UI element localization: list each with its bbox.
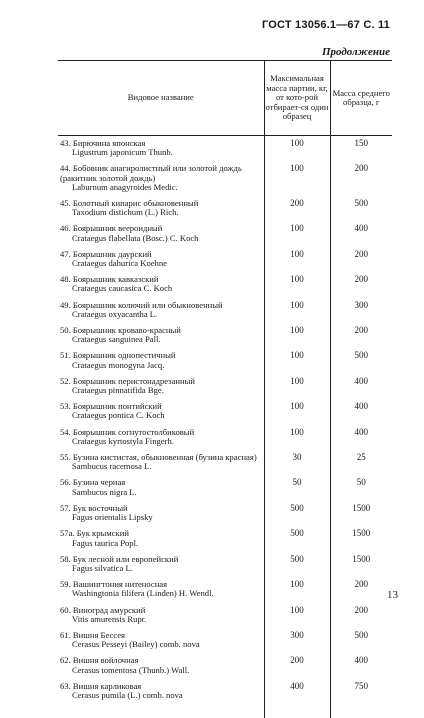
table-row	[58, 552, 392, 577]
species-cell	[58, 399, 264, 424]
avg-mass-value: 400	[330, 425, 392, 450]
species-name: 55. Бузина кистистая, обыкновенная (бузина красная)	[60, 453, 264, 462]
max-mass-value: 100	[264, 272, 330, 297]
max-mass-value: 100	[264, 136, 330, 162]
avg-mass-value: 200	[330, 247, 392, 272]
species-cell	[58, 272, 264, 297]
table-header-row	[58, 61, 392, 136]
species-cell	[58, 653, 264, 678]
avg-mass-value: 400	[330, 399, 392, 424]
max-mass-value: 100	[264, 298, 330, 323]
species-cell	[58, 298, 264, 323]
species-name: 61. Вишня Бессея	[60, 631, 264, 640]
max-mass-value: 100	[264, 221, 330, 246]
species-latin-name: Fagus taurica Popl.	[60, 539, 264, 548]
species-latin-name: Sambucus nigra L.	[60, 488, 264, 497]
species-name: 57. Бук восточный	[60, 504, 264, 513]
species-latin-name: Crataegus pontica C. Koch	[60, 411, 264, 420]
species-cell	[58, 526, 264, 551]
table-row	[58, 298, 392, 323]
avg-mass-value: 500	[330, 348, 392, 373]
max-mass-value: 50	[264, 475, 330, 500]
avg-mass-value: 200	[330, 603, 392, 628]
avg-mass-value: 200	[330, 272, 392, 297]
species-latin-name: Crataegus pinnatifida Bge.	[60, 386, 264, 395]
species-name: 59. Вашингтония нитеносная	[60, 580, 264, 589]
table-row	[58, 653, 392, 678]
species-latin-name: Washingtonia filifera (Linden) H. Wendl.	[60, 589, 264, 598]
species-name: 57а. Бук крымский	[60, 529, 264, 538]
avg-mass-value: 200	[330, 577, 392, 602]
species-latin-name: Fagus orientalis Lipsky	[60, 513, 264, 522]
avg-mass-value: 400	[330, 653, 392, 678]
column-header-max-mass: Максимальная масса партии, кг, от кото-рой отбирает-ся один образец	[264, 61, 330, 136]
empty-cell	[330, 704, 392, 718]
avg-mass-value: 750	[330, 679, 392, 704]
species-cell	[58, 475, 264, 500]
max-mass-value: 100	[264, 425, 330, 450]
empty-cell	[264, 704, 330, 718]
table-row	[58, 450, 392, 475]
max-mass-value: 100	[264, 161, 330, 196]
max-mass-value: 100	[264, 247, 330, 272]
table-row	[58, 161, 392, 196]
species-name: 48. Боярышник кавказский	[60, 275, 264, 284]
species-cell	[58, 425, 264, 450]
species-latin-name: Cerasus Pesseyi (Bailey) comb. nova	[60, 640, 264, 649]
species-cell	[58, 603, 264, 628]
species-name: 49. Боярышник колючий или обыкновенный	[60, 301, 264, 310]
species-name: 52. Боярышник перистонадрезанный	[60, 377, 264, 386]
species-cell	[58, 679, 264, 704]
max-mass-value: 300	[264, 628, 330, 653]
species-cell	[58, 348, 264, 373]
avg-mass-value: 300	[330, 298, 392, 323]
species-name: 51. Боярышник однопестичный	[60, 351, 264, 360]
table-row	[58, 196, 392, 221]
avg-mass-value: 400	[330, 374, 392, 399]
avg-mass-value: 500	[330, 196, 392, 221]
species-name: 46. Боярышник веероидный	[60, 224, 264, 233]
table-row	[58, 577, 392, 602]
column-header-name: Видовое название	[58, 61, 264, 136]
max-mass-value: 100	[264, 577, 330, 602]
species-name: 56. Бузина черная	[60, 478, 264, 487]
table-row	[58, 425, 392, 450]
species-latin-name: Crataegus flabellata (Bosc.) C. Koch	[60, 234, 264, 243]
species-name: 43. Бирючина японская	[60, 139, 264, 148]
max-mass-value: 400	[264, 679, 330, 704]
species-latin-name: Crataegus kyrtostyla Fingerh.	[60, 437, 264, 446]
table-row	[58, 399, 392, 424]
avg-mass-value: 25	[330, 450, 392, 475]
species-latin-name: Vitis amurensis Rupr.	[60, 615, 264, 624]
species-cell	[58, 196, 264, 221]
species-name: 54. Боярышник согнутостолбиковый	[60, 428, 264, 437]
table-row	[58, 348, 392, 373]
species-latin-name: Cerasus pumila (L.) comb. nova	[60, 691, 264, 700]
species-name: 58. Бук лесной или европейский	[60, 555, 264, 564]
species-name: 45. Болотный кипарис обыкновенный	[60, 199, 264, 208]
species-cell	[58, 323, 264, 348]
species-latin-name: Crataegus monogyna Jacq.	[60, 361, 264, 370]
document-header: ГОСТ 13056.1—67 С. 11	[262, 19, 390, 31]
avg-mass-value: 150	[330, 136, 392, 162]
avg-mass-value: 400	[330, 221, 392, 246]
species-latin-name: Crataegus caucasica C. Koch	[60, 284, 264, 293]
table-row	[58, 247, 392, 272]
species-cell	[58, 221, 264, 246]
avg-mass-value: 1500	[330, 552, 392, 577]
page-number: 13	[387, 589, 398, 601]
species-cell	[58, 501, 264, 526]
max-mass-value: 30	[264, 450, 330, 475]
species-cell	[58, 628, 264, 653]
table-row	[58, 323, 392, 348]
table-row	[58, 272, 392, 297]
continuation-label: Продолжение	[322, 46, 390, 58]
species-cell	[58, 450, 264, 475]
species-cell	[58, 552, 264, 577]
species-cell	[58, 374, 264, 399]
species-latin-name: Ligustrum japonicum Thunb.	[60, 148, 264, 157]
avg-mass-value: 1500	[330, 501, 392, 526]
species-latin-name: Crataegus oxyacantha L.	[60, 310, 264, 319]
table-row	[58, 475, 392, 500]
species-latin-name: Crataegus dahurica Koehne	[60, 259, 264, 268]
max-mass-value: 500	[264, 501, 330, 526]
table-row	[58, 526, 392, 551]
avg-mass-value: 50	[330, 475, 392, 500]
species-cell	[58, 247, 264, 272]
avg-mass-value: 500	[330, 628, 392, 653]
species-name: 44. Бобовник анагиролистный или золотой дождь (ракитник золотой дождь)	[60, 164, 264, 182]
max-mass-value: 100	[264, 348, 330, 373]
table-row	[58, 374, 392, 399]
species-latin-name: Sambucus racemosa L.	[60, 462, 264, 471]
max-mass-value: 100	[264, 374, 330, 399]
table-row	[58, 679, 392, 704]
max-mass-value: 100	[264, 399, 330, 424]
species-latin-name: Cerasus tomentosa (Thunb.) Wall.	[60, 666, 264, 675]
species-name: 50. Боярышник кроваво-красный	[60, 326, 264, 335]
species-latin-name: Laburnum anagyroides Medic.	[60, 183, 264, 192]
max-mass-value: 100	[264, 603, 330, 628]
avg-mass-value: 200	[330, 161, 392, 196]
max-mass-value: 100	[264, 323, 330, 348]
table-row	[58, 136, 392, 162]
species-name: 62. Вишня войлочная	[60, 656, 264, 665]
avg-mass-value: 200	[330, 323, 392, 348]
species-cell	[58, 161, 264, 196]
table-row	[58, 603, 392, 628]
species-name: 60. Виноград амурский	[60, 606, 264, 615]
column-header-avg-mass: Масса среднего образца, г	[330, 61, 392, 136]
max-mass-value: 500	[264, 526, 330, 551]
max-mass-value: 200	[264, 196, 330, 221]
table-row	[58, 501, 392, 526]
species-cell	[58, 136, 264, 162]
species-name: 53. Боярышник понтийский	[60, 402, 264, 411]
max-mass-value: 200	[264, 653, 330, 678]
table-row	[58, 628, 392, 653]
table-row	[58, 221, 392, 246]
max-mass-value: 500	[264, 552, 330, 577]
species-name: 63. Вишня карликовая	[60, 682, 264, 691]
species-latin-name: Crataegus sanguinea Pall.	[60, 335, 264, 344]
table-tail-row	[58, 704, 392, 718]
species-name: 47. Боярышник даурский	[60, 250, 264, 259]
avg-mass-value: 1500	[330, 526, 392, 551]
species-latin-name: Taxodium distichum (L.) Rich.	[60, 208, 264, 217]
species-cell	[58, 577, 264, 602]
species-table	[58, 60, 392, 718]
empty-cell	[58, 704, 264, 718]
species-latin-name: Fagus silvatica L.	[60, 564, 264, 573]
